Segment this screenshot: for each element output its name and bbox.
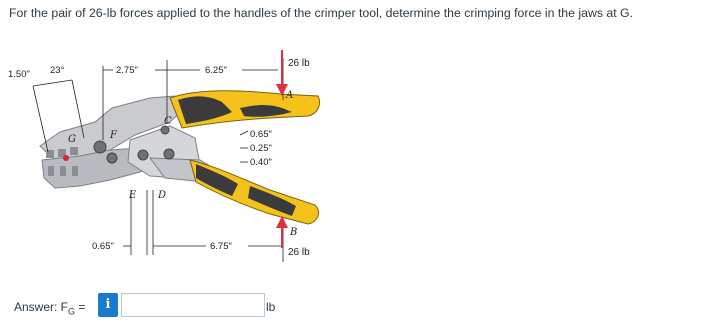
force-arrow-bottom <box>276 216 288 248</box>
point-label-a: A <box>286 90 294 101</box>
point-label-d: D <box>158 190 167 201</box>
info-icon[interactable]: i <box>98 293 118 317</box>
answer-label-suffix: = <box>75 300 86 314</box>
force-label-bottom: 26 lb <box>288 247 310 258</box>
point-label-g: G <box>68 134 76 145</box>
point-label-b: B <box>290 227 298 238</box>
answer-label-subscript: G <box>68 306 76 317</box>
dim-angle-23: 23° <box>50 65 65 76</box>
lower-handle <box>190 160 319 224</box>
answer-input[interactable] <box>121 293 265 317</box>
upper-handle <box>170 91 320 128</box>
dim-6-75: 6.75" <box>210 241 232 252</box>
point-label-c: C <box>164 116 172 127</box>
dim-0-40: 0.40" <box>250 157 272 168</box>
answer-unit: lb <box>266 300 276 314</box>
point-label-e: E <box>129 190 137 201</box>
point-label-f: F <box>110 130 117 141</box>
dim-6-25: 6.25" <box>205 65 227 76</box>
dim-0-65-right: 0.65" <box>250 129 272 140</box>
answer-label-prefix: Answer: F <box>14 300 69 314</box>
force-label-top: 26 lb <box>288 58 310 69</box>
answer-label <box>14 300 85 316</box>
dim-1-50: 1.50" <box>8 69 30 80</box>
question-text: For the pair of 26-lb forces applied to the handles of the crimper tool, determine the crimping force in the jaws at G. <box>9 6 634 20</box>
dim-0-25: 0.25" <box>250 143 272 154</box>
dim-0-65-bottom: 0.65" <box>92 241 114 252</box>
dim-2-75: 2.75" <box>116 65 138 76</box>
